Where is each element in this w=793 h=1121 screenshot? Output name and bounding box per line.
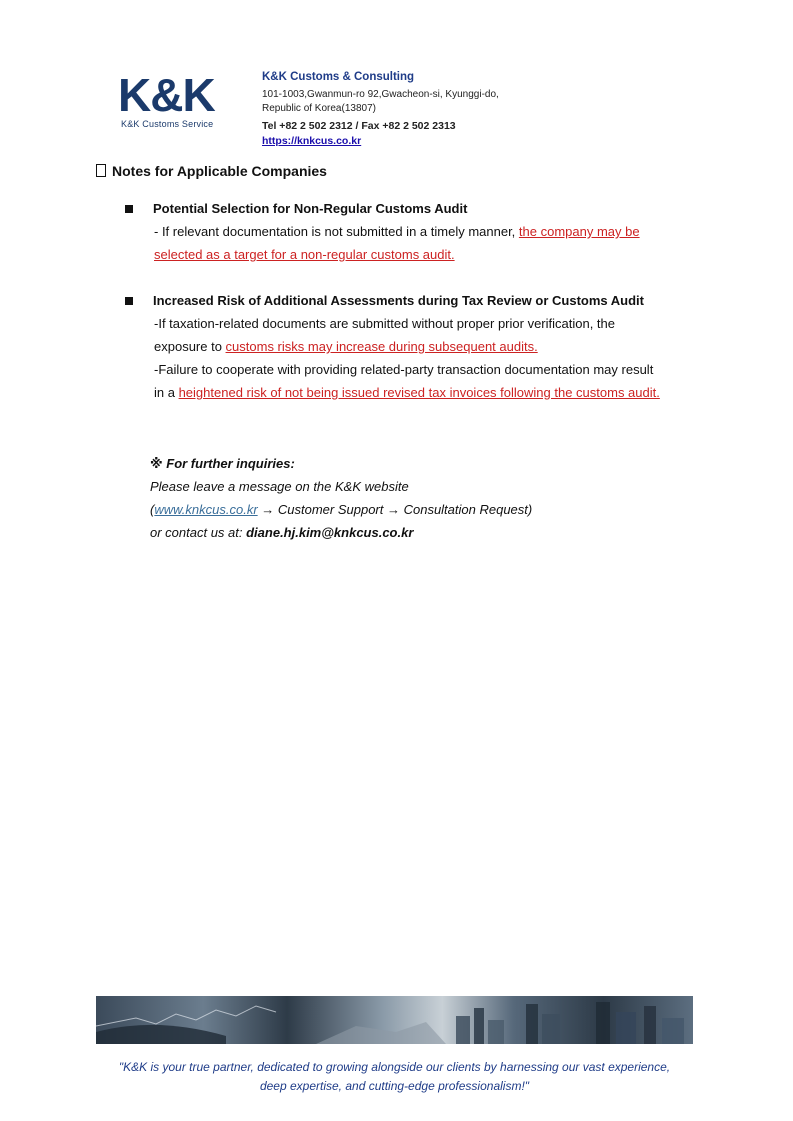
logo-subtitle: K&K Customs Service (121, 119, 214, 129)
note-1-line-1-highlight: the company may be (518, 224, 640, 239)
note-body-2 (154, 312, 699, 404)
inquiry-line-1: Please leave a message on the K&K website (150, 479, 409, 494)
section-title-text: Notes for Applicable Companies (112, 163, 327, 179)
contact-prefix: or contact us at: (150, 525, 247, 540)
note-2-line-2-highlight: customs risks may increase during subsequent audits. (225, 339, 538, 354)
website-link[interactable]: https://knkcus.co.kr (262, 135, 362, 147)
inquiry-title: ※ For further inquiries: (150, 456, 295, 471)
inquiry-paren-open: ( (150, 502, 155, 517)
note-heading-1: Potential Selection for Non-Regular Customs Audit (153, 201, 468, 216)
note-2-line-4-text: in a (154, 385, 179, 400)
note-1-line-2-highlight: selected as a target for a non-regular customs audit. (154, 247, 455, 262)
note-2-line-1-text: -If taxation-related documents are submitted without proper prior verification, the (154, 316, 616, 331)
address-line-1: 101-1003,Gwanmun-ro 92,Gwacheon-si, Kyunggi-do, (262, 89, 499, 100)
square-bullet-icon (125, 297, 133, 305)
website-inquiry-link[interactable]: www.knkcus.co.kr (154, 502, 258, 517)
note-item-1 (125, 197, 699, 266)
note-2-line-3-text: -Failure to cooperate with providing related-party transaction documentation may result (154, 362, 654, 377)
tagline-line-2: deep expertise, and cutting-edge professionalism!" (259, 1079, 530, 1093)
city-skyline-graphic (96, 996, 693, 1044)
section-title (96, 163, 327, 179)
inquiry-line-3 (150, 521, 532, 544)
logo-mark: K&K (118, 69, 215, 121)
note-item-2 (125, 289, 699, 404)
inquiry-path: → Customer Support → Consultation Request) (257, 502, 533, 517)
note-2-line-2-text: exposure to (154, 339, 226, 354)
footer-banner-image (96, 996, 693, 1044)
square-bullet-icon (125, 205, 133, 213)
address-line-2: Republic of Korea(13807) (262, 103, 376, 114)
inquiry-line-2 (150, 498, 532, 521)
checkbox-square-icon (96, 164, 106, 177)
note-1-line-1-text: - If relevant documentation is not submitted in a timely manner, (154, 224, 519, 239)
tel-fax: Tel +82 2 502 2312 / Fax +82 2 502 2313 (262, 120, 456, 132)
inquiry-block (150, 452, 532, 544)
company-name: K&K Customs & Consulting (262, 71, 415, 83)
note-heading-2: Increased Risk of Additional Assessments during Tax Review or Customs Audit (153, 293, 644, 308)
note-body-1 (154, 220, 699, 266)
contact-email[interactable]: diane.hj.kim@knkcus.co.kr (246, 525, 414, 540)
tagline-line-1: "K&K is your true partner, dedicated to growing alongside our clients by harnessing our vast experience, (118, 1060, 671, 1074)
company-logo (118, 69, 230, 129)
note-2-line-4-highlight: heightened risk of not being issued revised tax invoices following the customs audit. (178, 385, 660, 400)
footer-tagline (96, 1058, 693, 1096)
company-info (262, 70, 592, 149)
